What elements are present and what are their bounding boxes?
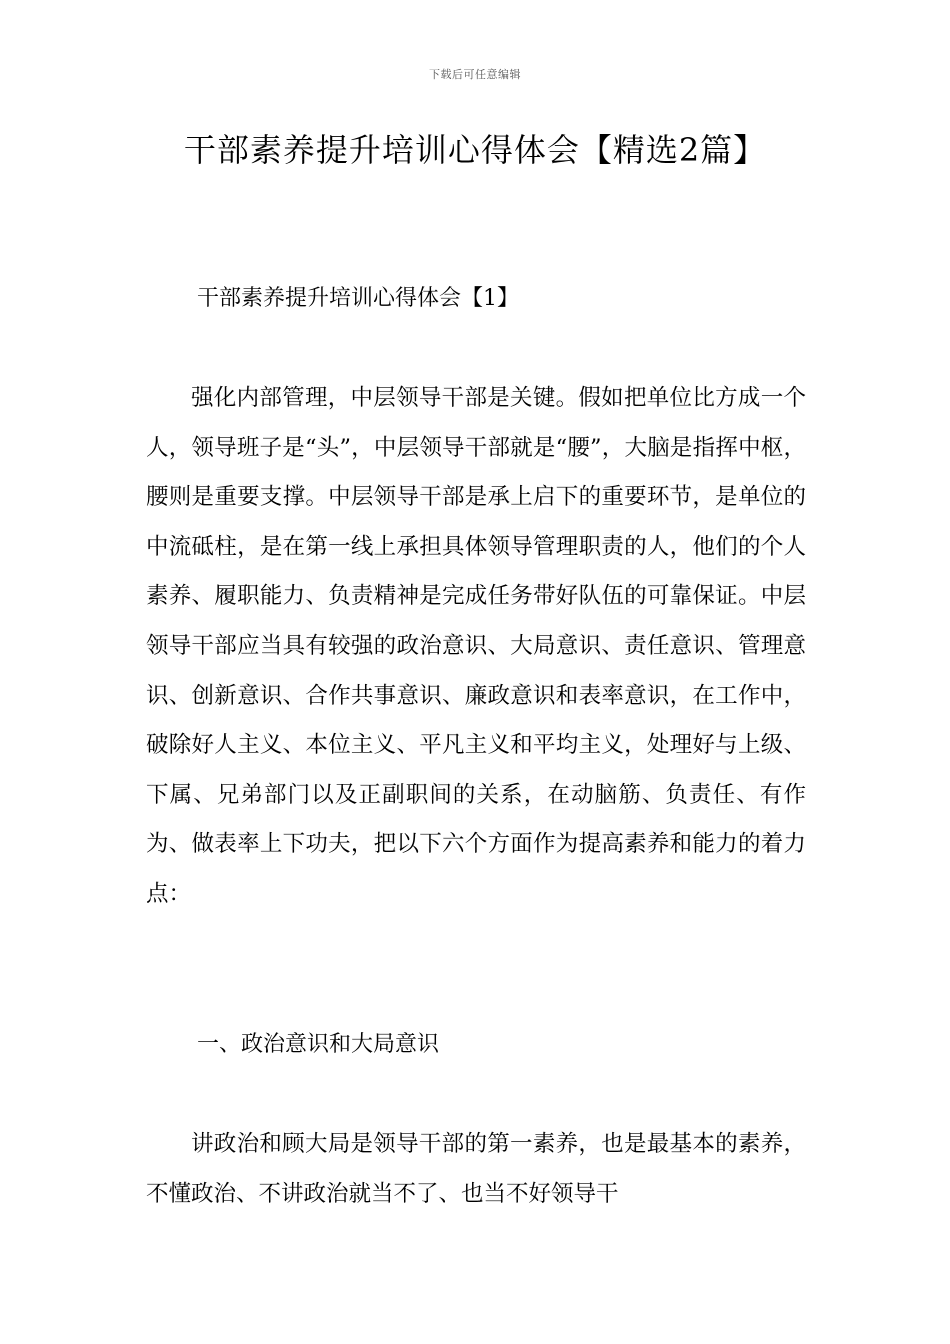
paragraph-2: 讲政治和顾大局是领导干部的第一素养，也是最基本的素养，不懂政治、不讲政治就当不了、也当不好领导干 [146,1131,806,1207]
document-title: 干部素养提升培训心得体会【精选2篇】 [183,131,767,169]
section-title: 干部素养提升培训心得体会【1】 [197,286,519,311]
subheading-1: 一、政治意识和大局意识 [197,1032,440,1057]
header-note: 下载后可任意编辑 [429,68,521,81]
paragraph-1: 强化内部管理，中层领导干部是关键。假如把单位比方成一个人，领导班子是“头”，中层领导干部就是“腰”，大脑是指挥中枢，腰则是重要支撑。中层领导干部是承上启下的重要环节，是单位的中流砥柱，是在第一线上承担具体领导管理职责的人，他们的个人素养、履职能力、负责精神是完成任务带好队伍的可靠保证。中层领导干部应当具有较强的政治意识、大局意识、责任意识、管理意识、创新意识、合作共事意识、廉政意识和表率意识，在工作中，破除好人主义、本位主义、平凡主义和平均主义，处理好与上级、下属、兄弟部门以及正副职间的关系，在动脑筋、负责任、有作为、做表率上下功夫，把以下六个方面作为提高素养和能力的着力点： [146,385,806,907]
